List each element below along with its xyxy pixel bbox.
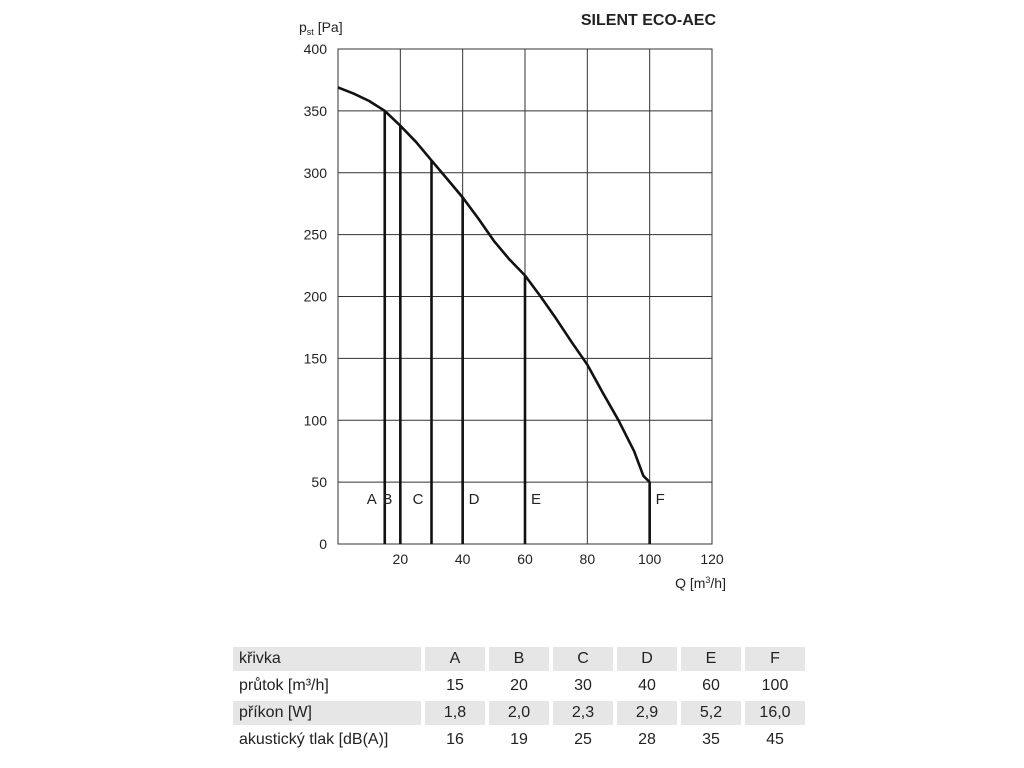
table-cell: 16,0 — [745, 701, 805, 725]
table-cell: F — [745, 647, 805, 671]
table-row — [233, 728, 805, 752]
x-tick-label: 40 — [454, 551, 471, 567]
row-label: průtok [m³/h] — [239, 677, 329, 694]
table-cell: C — [553, 647, 613, 671]
row-label: akustický tlak [dB(A)] — [239, 731, 389, 748]
curve-letter-d: D — [468, 491, 480, 508]
table-cell: 1,8 — [425, 701, 485, 725]
table-cell: 2,3 — [553, 701, 613, 725]
table-cell: 28 — [638, 731, 656, 748]
table-row — [233, 674, 805, 698]
table-cell: 60 — [702, 677, 720, 694]
x-tick-label: 60 — [517, 551, 533, 567]
table-row — [233, 701, 805, 725]
curve-letter-f: F — [655, 491, 665, 508]
x-tick-label: 20 — [392, 551, 409, 567]
table-cell: 30 — [574, 677, 592, 694]
x-axis-label: Q $[m^3/h]$ — [675, 575, 726, 591]
table-cell: 40 — [638, 677, 656, 694]
table-cell: 19 — [510, 731, 528, 748]
y-tick-label: 200 — [303, 288, 327, 305]
y-tick-label: 50 — [311, 474, 327, 491]
table-cell: 5,2 — [681, 701, 741, 725]
table-cell: D — [617, 647, 677, 671]
curve-letter-b: B — [382, 491, 393, 508]
specification-table — [229, 644, 809, 755]
y-tick-label: 400 — [303, 41, 327, 57]
table-cell: 25 — [574, 731, 592, 748]
table-cell: E — [681, 647, 741, 671]
operating-lines — [385, 111, 650, 544]
curve-letter-a: A — [366, 491, 377, 508]
table-cell: 2,0 — [489, 701, 549, 725]
table-row — [233, 647, 805, 671]
curve-letters — [367, 491, 665, 508]
chart-title: SILENT ECO-AEC — [580, 12, 716, 29]
y-tick-label: 150 — [303, 350, 327, 367]
y-tick-label: 350 — [303, 102, 327, 119]
x-tick-label: 100 — [637, 551, 662, 567]
table-cell: A — [425, 647, 485, 671]
table-cell: 45 — [766, 731, 784, 748]
y-tick-label: 250 — [303, 226, 327, 243]
y-tick-label: 0 — [319, 536, 327, 552]
table-cell: B — [489, 647, 549, 671]
curve-letter-e: E — [531, 491, 542, 508]
row-label: příkon [W] — [233, 701, 421, 725]
y-tick-label: 100 — [303, 412, 327, 429]
curve-letter-c: C — [412, 491, 424, 508]
row-label: křivka — [233, 647, 421, 671]
y-axis-label: $p_{st}$ [Pa] — [299, 19, 343, 37]
table-cell: 20 — [510, 677, 528, 694]
y-tick-label: 300 — [303, 164, 327, 181]
table-cell: 15 — [446, 677, 464, 694]
table-cell: 100 — [761, 677, 789, 694]
table-cell: 16 — [446, 731, 464, 748]
table-cell: 35 — [702, 731, 720, 748]
table-cell: 2,9 — [617, 701, 677, 725]
x-tick-label: 120 — [700, 551, 724, 567]
x-tick-label: 80 — [579, 551, 596, 567]
axis-ticks — [304, 41, 724, 567]
